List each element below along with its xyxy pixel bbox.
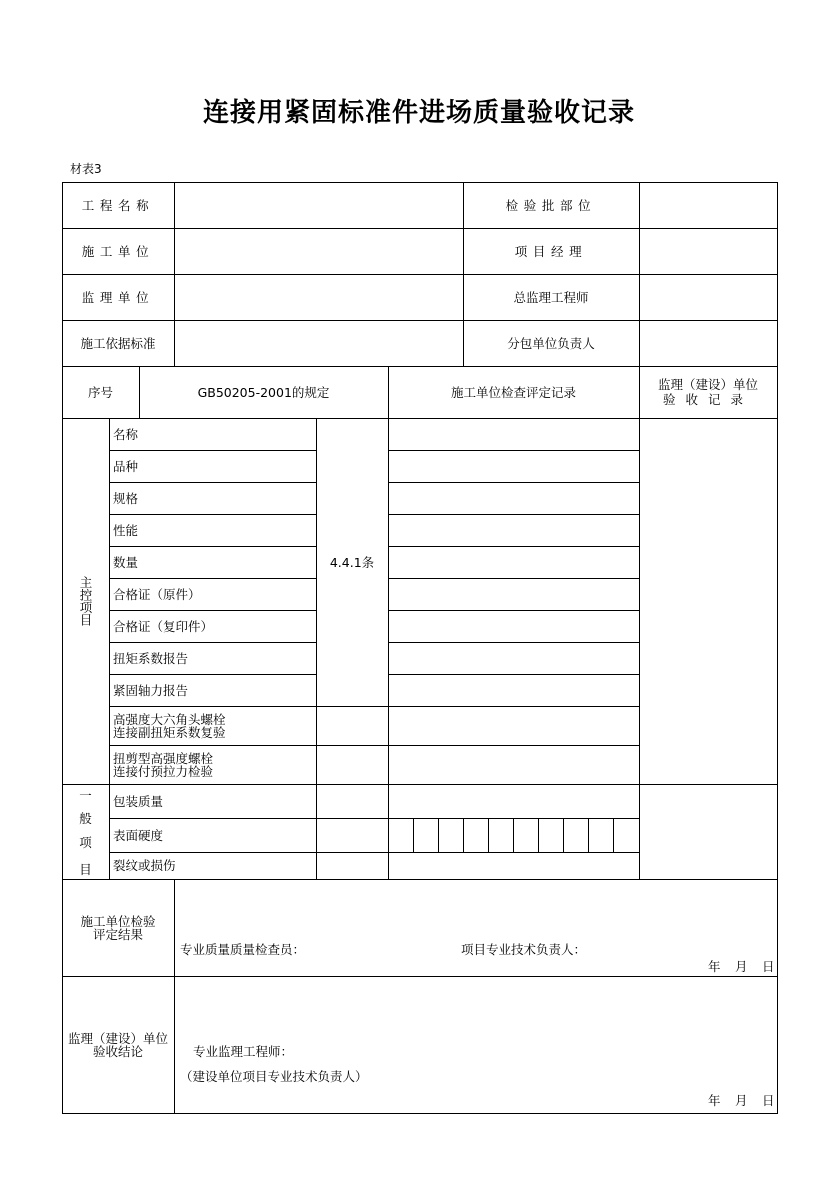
main-items-group-label: 主控项目: [78, 576, 93, 626]
main-items-supervisor-field[interactable]: [640, 419, 777, 784]
general-item-packaging: 包装质量: [113, 793, 164, 809]
date-month: 月: [735, 958, 748, 974]
supervisor-record-column-header: [639, 366, 777, 418]
record-field[interactable]: [389, 451, 639, 482]
contractor-result-label: 施工单位检验 评定结果: [80, 913, 156, 942]
grid-line: [174, 879, 175, 1114]
record-field[interactable]: [389, 853, 639, 879]
inspection-lot-label: 检验批部位: [505, 197, 597, 213]
main-item-certificate-copy: 合格证（复印件）: [113, 618, 214, 634]
date-day: 日: [762, 958, 775, 974]
main-item-shear-bolt-pretension: 扭剪型高强度螺栓 连接付预拉力检验: [113, 750, 214, 779]
main-item-axial-force-report: 紧固轴力报告: [113, 682, 189, 698]
record-field[interactable]: [389, 547, 639, 578]
date-year: 年: [708, 958, 721, 974]
record-field[interactable]: [389, 579, 639, 610]
supervising-engineer-signature: 专业监理工程师：: [193, 1043, 294, 1059]
general-items-char-1: 一: [79, 787, 92, 803]
general-item-surface-hardness: 表面硬度: [113, 827, 164, 843]
grid-line: [109, 514, 316, 515]
record-field[interactable]: [389, 611, 639, 642]
page-title: 连接用紧固标准件进场质量验收记录: [202, 98, 635, 128]
main-item-hex-bolt-retest: 高强度大六角头螺栓 连接副扭矩系数复验: [113, 711, 226, 740]
supervisor-record-header-line2: 验收记录: [662, 392, 753, 407]
date-year: 年: [708, 1092, 721, 1108]
record-field[interactable]: [389, 785, 639, 818]
general-items-char-2: 般: [79, 810, 92, 826]
general-items-supervisor-field[interactable]: [640, 785, 777, 879]
grid-line: [109, 482, 316, 483]
main-item-quantity: 数量: [113, 554, 139, 570]
contractor-label: 施工单位: [81, 243, 155, 259]
date-month: 月: [735, 1092, 748, 1108]
main-item-spec: 规格: [113, 490, 139, 506]
grid-line: [109, 418, 110, 879]
supervisor-record-header-line1: 监理（建设）单位: [657, 377, 758, 392]
border-line: [777, 182, 778, 1114]
general-items-char-3: 项: [79, 834, 92, 850]
form-code: 材表3: [70, 162, 102, 176]
grid-line: [109, 450, 316, 451]
hardness-value-cells[interactable]: [389, 819, 639, 852]
general-items-char-4: 目: [79, 861, 92, 877]
supervisor-result-label: 监理（建设）单位 验收结论: [67, 1030, 168, 1059]
chief-engineer-label: 总监理工程师: [513, 289, 589, 305]
main-item-torque-report: 扭矩系数报告: [113, 650, 189, 666]
inspection-lot-field[interactable]: [640, 183, 777, 228]
record-field[interactable]: [389, 419, 639, 450]
rule-column-header: GB50205-2001的规定: [197, 384, 330, 400]
seq-column-header: 序号: [87, 384, 113, 400]
record-field[interactable]: [389, 675, 639, 706]
main-item-certificate-original: 合格证（原件）: [113, 586, 201, 602]
chief-engineer-field[interactable]: [640, 275, 777, 320]
project-name-label: 工程名称: [81, 197, 155, 213]
project-manager-label: 项目经理: [514, 243, 588, 259]
record-field[interactable]: [389, 515, 639, 546]
record-field[interactable]: [389, 707, 639, 745]
contractor-field[interactable]: [175, 229, 463, 274]
supervisor-field[interactable]: [175, 275, 463, 320]
project-manager-field[interactable]: [640, 229, 777, 274]
border-line: [62, 1113, 778, 1114]
grid-line: [109, 546, 316, 547]
tech-lead-signature: 项目专业技术负责人：: [461, 941, 587, 957]
record-field[interactable]: [389, 483, 639, 514]
main-item-performance: 性能: [113, 522, 139, 538]
contractor-record-column-header: 施工单位检查评定记录: [450, 384, 576, 400]
clause-reference: 4.4.1条: [329, 554, 375, 570]
date-day: 日: [762, 1092, 775, 1108]
general-item-cracks: 裂纹或损伤: [113, 858, 176, 873]
supervisor-label: 监理单位: [81, 289, 155, 305]
owner-tech-lead-note: （建设单位项目专业技术负责人）: [180, 1068, 368, 1084]
main-item-variety: 品种: [113, 458, 139, 474]
standard-field[interactable]: [175, 321, 463, 366]
subcontractor-head-field[interactable]: [640, 321, 777, 366]
standard-label: 施工依据标准: [80, 335, 156, 351]
main-item-name: 名称: [113, 426, 139, 442]
subcontractor-head-label: 分包单位负责人: [507, 335, 595, 351]
quality-inspector-signature: 专业质量质量检查员：: [180, 941, 306, 957]
record-field[interactable]: [389, 746, 639, 784]
project-name-field[interactable]: [175, 183, 463, 228]
record-field[interactable]: [389, 643, 639, 674]
